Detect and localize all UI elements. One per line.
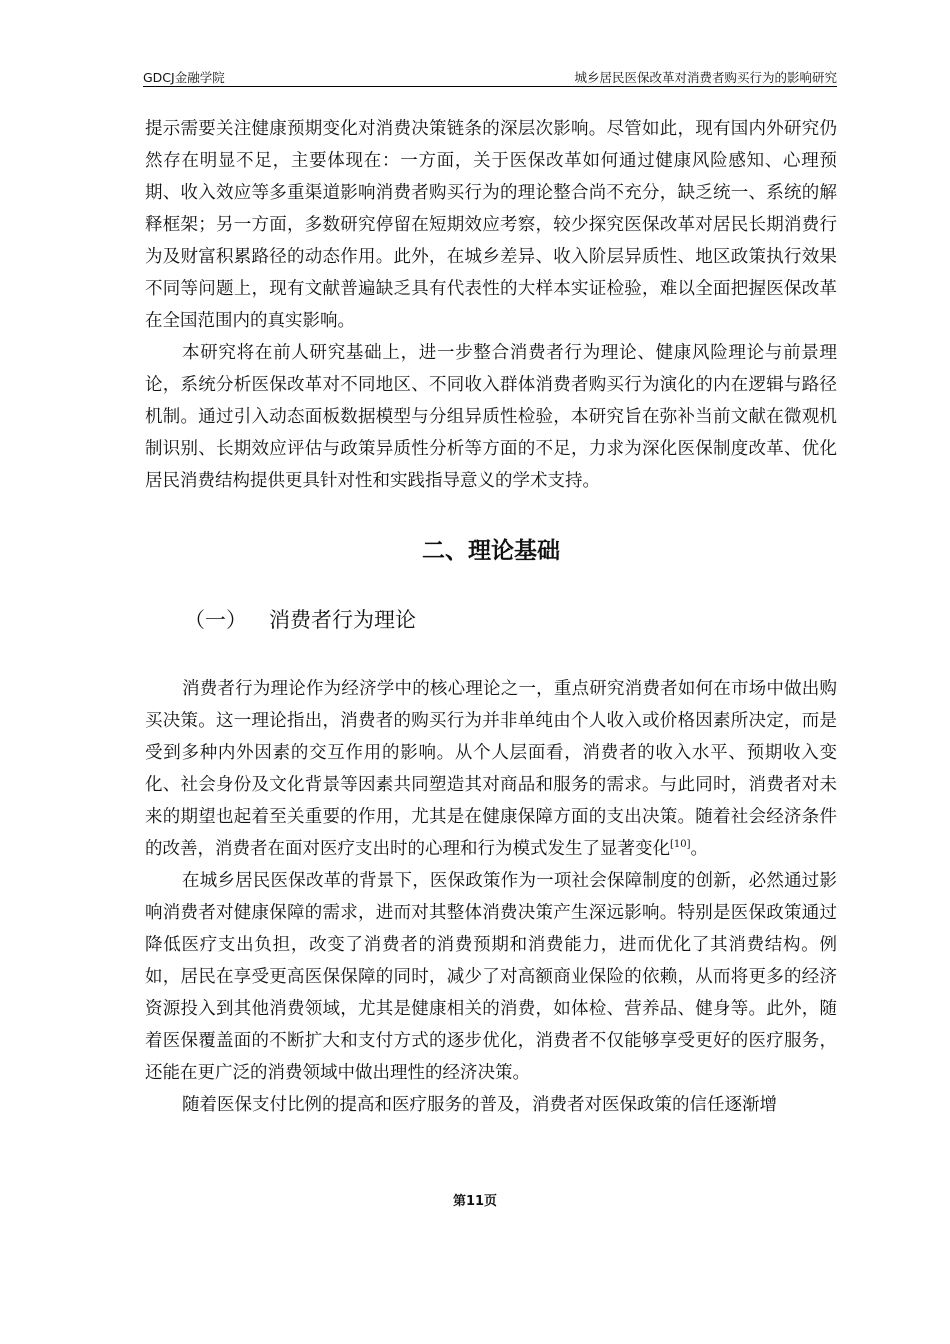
header-rule <box>143 86 837 87</box>
body-text-bottom <box>145 673 837 1121</box>
paragraph-research-plan: 本研究将在前人研究基础上，进一步整合消费者行为理论、健康风险理论与前景理论，系统分析医保改革对不同地区、不同收入群体消费者购买行为演化的内在逻辑与路径机制。通过引入动态面板数据模型与分组异质性检验，本研究旨在弥补当前文献在微观机制识别、长期效应评估与政策异质性分析等方面的不足，力求为深化医保制度改革、优化居民消费结构提供更具针对性和实践指导意义的学术支持。 <box>145 343 837 491</box>
subsection-title-text: 消费者行为理论 <box>269 608 416 632</box>
citation-ref: [10] <box>670 839 691 850</box>
header-institution: GDCJ金融学院 <box>143 70 225 85</box>
page-number: 第11页 <box>452 1194 498 1209</box>
paragraph-continued: 提示需要关注健康预期变化对消费决策链条的深层次影响。尽管如此，现有国内外研究仍然存在明显不足，主要体现在：一方面，关于医保改革如何通过健康风险感知、心理预期、收入效应等多重渠道影响消费者购买行为的理论整合尚不充分，缺乏统一、系统的解释框架；另一方面，多数研究停留在短期效应考察，较少探究医保改革对居民长期消费行为及财富积累路径的动态作用。此外，在城乡差异、收入阶层异质性、地区政策执行效果不同等问题上，现有文献普遍缺乏具有代表性的大样本实证检验，难以全面把握医保改革在全国范围内的真实影响。 <box>145 119 837 331</box>
running-header <box>143 66 837 86</box>
subsection-title <box>184 604 416 634</box>
paragraph-end: 。 <box>690 839 709 859</box>
paragraph-trust: 随着医保支付比例的提高和医疗服务的普及，消费者对医保政策的信任逐渐增 <box>182 1095 777 1115</box>
paragraph-text: 消费者行为理论作为经济学中的核心理论之一，重点研究消费者如何在市场中做出购买决策。这一理论指出，消费者的购买行为并非单纯由个人收入或价格因素所决定，而是受到多种内外因素的交互作用的影响。从个人层面看，消费者的收入水平、预期收入变化、社会身份及文化背景等因素共同塑造其对商品和服务的需求。与此同时，消费者对未来的期望也起着至关重要的作用，尤其是在健康保障方面的支出决策。随着社会经济条件的改善，消费者在面对医疗支出时的心理和行为模式发生了显著变化 <box>145 679 837 859</box>
section-title: 二、理论基础 <box>422 538 560 564</box>
body-text-top <box>145 113 837 497</box>
paragraph-consumer-theory <box>145 673 837 865</box>
paragraph-medical-insurance-reform: 在城乡居民医保改革的背景下，医保政策作为一项社会保障制度的创新，必然通过影响消费者对健康保障的需求，进而对其整体消费决策产生深远影响。特别是医保政策通过降低医疗支出负担，改变了消费者的消费预期和消费能力，进而优化了其消费结构。例如，居民在享受更高医保保障的同时，减少了对高额商业保险的依赖，从而将更多的经济资源投入到其他消费领域，尤其是健康相关的消费，如体检、营养品、健身等。此外，随着医保覆盖面的不断扩大和支付方式的逐步优化，消费者不仅能够享受更好的医疗服务，还能在更广泛的消费领域中做出理性的经济决策。 <box>145 871 837 1083</box>
header-paper-title: 城乡居民医保改革对消费者购买行为的影响研究 <box>574 70 837 85</box>
subsection-number: （一） <box>184 608 247 632</box>
